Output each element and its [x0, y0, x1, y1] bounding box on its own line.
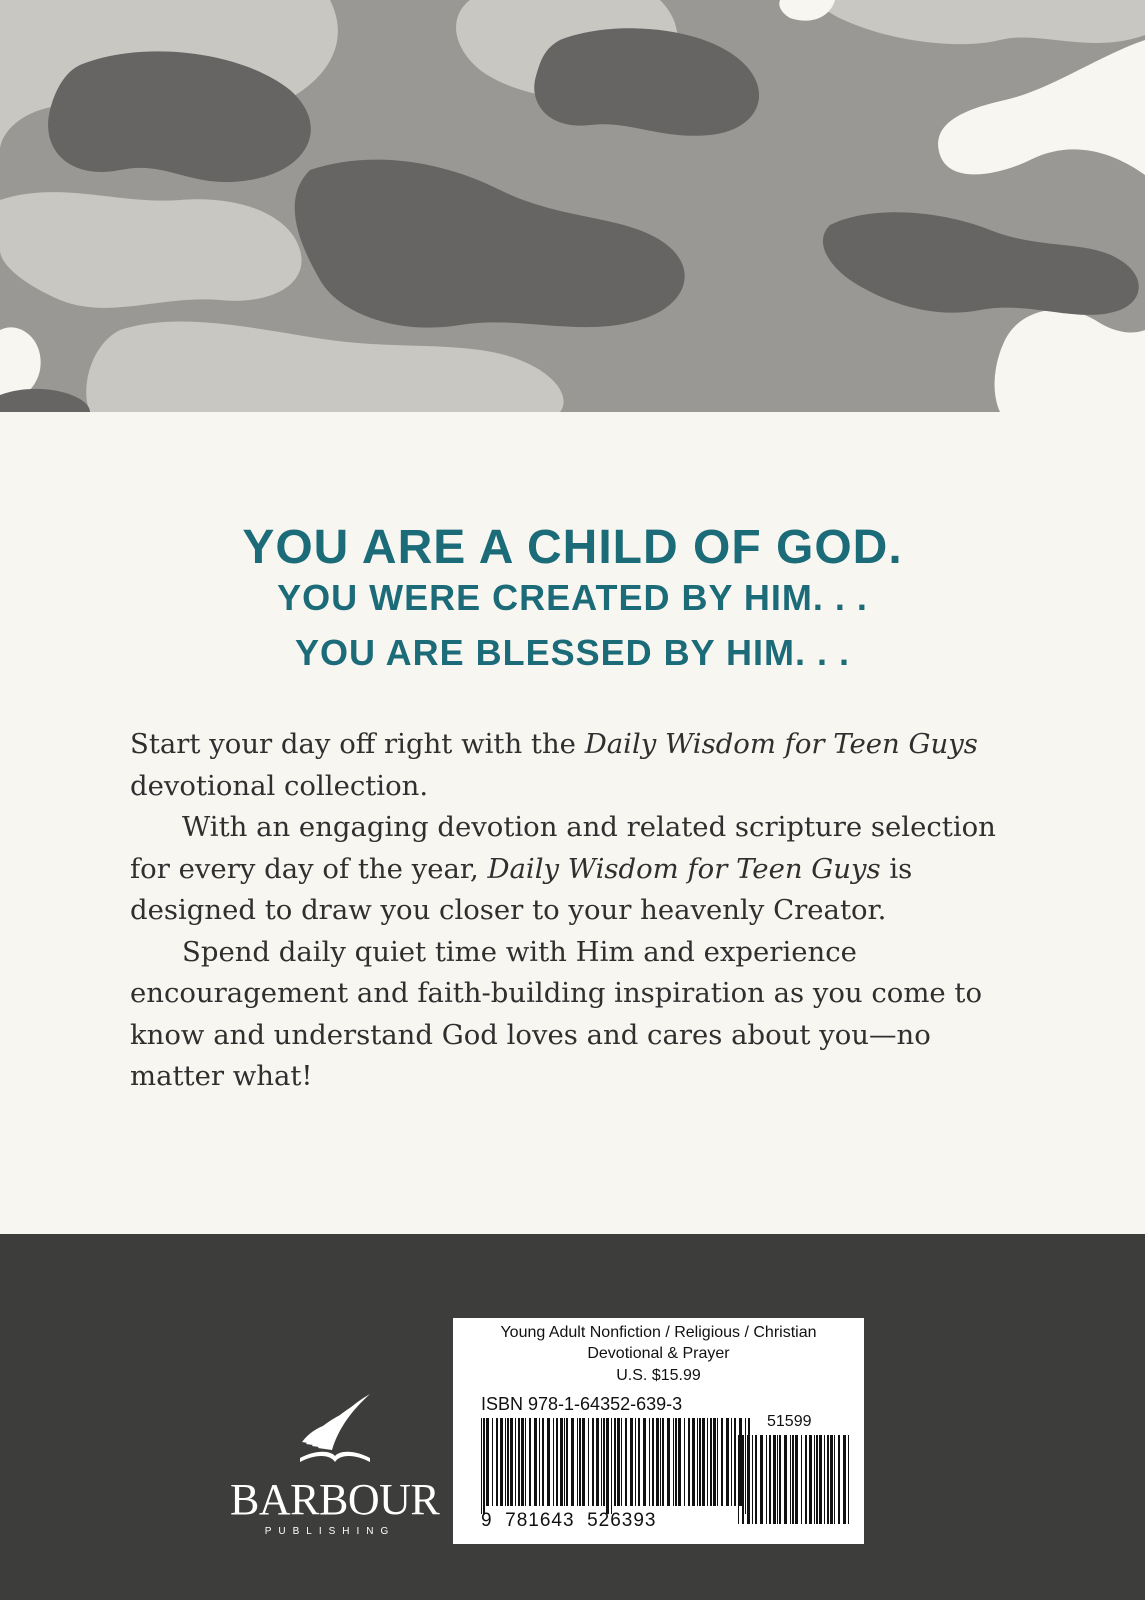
barcode-bar — [553, 1418, 554, 1506]
barcode-bar — [760, 1435, 763, 1524]
barcode-bar — [848, 1435, 849, 1524]
barcode-bar — [747, 1435, 750, 1524]
headline-line-1: YOU ARE A CHILD OF GOD. — [242, 521, 903, 574]
description-paragraph-2 — [130, 807, 1000, 932]
barcode-bar — [684, 1418, 685, 1506]
camouflage-pattern-banner — [0, 0, 1145, 412]
barcode-bar — [688, 1418, 690, 1506]
barcode-bar — [507, 1418, 509, 1506]
barcode-bar — [662, 1418, 664, 1506]
barcode-bar — [710, 1418, 712, 1506]
barcode-bar — [614, 1418, 616, 1506]
barcode-bar — [784, 1435, 787, 1524]
barcode-bar — [814, 1435, 815, 1524]
book-title-italic: Daily Wisdom for Teen Guys — [487, 852, 881, 885]
publisher-subtitle: PUBLISHING — [264, 1526, 396, 1537]
barcode-bar — [838, 1435, 840, 1524]
barcode-bar — [675, 1418, 677, 1506]
barcode-bar — [601, 1418, 602, 1506]
barcode-bar — [518, 1418, 520, 1506]
barcode-bar — [790, 1435, 791, 1524]
barcode-bar — [809, 1435, 812, 1524]
barcode-bar — [766, 1435, 767, 1524]
barcode-bar — [734, 1418, 736, 1506]
barcode-bar — [571, 1418, 574, 1506]
barcode-bar — [805, 1435, 807, 1524]
barcode-bar — [611, 1418, 612, 1514]
barcode-bar — [656, 1418, 659, 1506]
barcode-bar — [582, 1418, 585, 1506]
price-addon-barcode — [738, 1435, 851, 1532]
barcode-bar — [649, 1418, 650, 1506]
barcode-bar — [630, 1418, 633, 1506]
barcode-bar — [539, 1418, 540, 1506]
barcode-bar — [505, 1418, 506, 1506]
barcode-bar — [596, 1418, 599, 1506]
barcode-bar — [564, 1418, 565, 1506]
barcode-bar — [492, 1418, 493, 1506]
barcode-label — [453, 1318, 864, 1544]
ean-barcode — [481, 1418, 751, 1514]
barcode-bar — [777, 1435, 778, 1524]
barcode-bar — [738, 1435, 739, 1524]
barcode-bar — [500, 1418, 503, 1506]
barcode-bar — [579, 1418, 581, 1506]
barcode-bar — [577, 1418, 578, 1506]
headline-line-3: YOU ARE BLESSED BY HIM. . . — [294, 632, 851, 673]
back-cover-text-panel — [0, 412, 1145, 1234]
barcode-bar — [673, 1418, 674, 1506]
barcode-bar — [692, 1418, 695, 1506]
barcode-bar — [603, 1418, 605, 1506]
barcode-bar — [560, 1418, 563, 1506]
barcode-bar — [801, 1435, 802, 1524]
barcode-bar — [830, 1435, 833, 1524]
barcode-bar — [678, 1418, 681, 1506]
description-text: With an engaging devotion and related scripture selection for every day of the year, — [130, 811, 996, 885]
barcode-bar — [652, 1418, 654, 1506]
barcode-bar — [755, 1435, 757, 1524]
barcode-bar — [721, 1418, 723, 1506]
barcode-bar — [592, 1418, 594, 1506]
barcode-bar — [529, 1418, 531, 1506]
barcode-bar — [769, 1435, 771, 1524]
barcode-bar — [742, 1435, 744, 1524]
price-addon-digits: 51599 — [767, 1413, 812, 1430]
barcode-bar — [752, 1435, 753, 1524]
category-line-2: Devotional & Prayer — [587, 1345, 730, 1362]
barcode-bar — [638, 1418, 640, 1506]
barcode-bar — [542, 1418, 544, 1506]
barcode-bar — [702, 1418, 705, 1506]
barcode-bar — [843, 1435, 846, 1524]
barcode-bar — [556, 1418, 558, 1506]
barcode-bar — [588, 1418, 589, 1506]
barcode-bar — [667, 1418, 670, 1506]
barcode-bar — [717, 1418, 718, 1506]
barcode-bar — [824, 1435, 825, 1524]
barcode-bar — [834, 1435, 835, 1524]
barcode-bar — [525, 1418, 526, 1506]
category-line-1: Young Adult Nonfiction / Religious / Christian — [500, 1324, 817, 1341]
barcode-bar — [779, 1435, 781, 1524]
barcode-bar — [617, 1418, 620, 1506]
headline-line-2: YOU WERE CREATED BY HIM. . . — [277, 577, 868, 618]
barcode-bar — [643, 1418, 646, 1506]
camo-light-patch-mid-left — [0, 192, 302, 308]
barcode-bar — [606, 1418, 609, 1514]
barcode-bar — [515, 1418, 516, 1506]
barcode-bar — [496, 1418, 498, 1506]
book-description — [130, 724, 1000, 1098]
barcode-bar — [635, 1418, 636, 1506]
barcode-bar — [621, 1418, 622, 1506]
barcode-bar — [699, 1418, 701, 1506]
barcode-bar — [697, 1418, 698, 1506]
description-paragraph-3: Spend daily quiet time with Him and experience encouragement and faith-building inspiration as you come to know and understand God loves and cares about you—no matter what! — [130, 935, 983, 1092]
barcode-bar — [547, 1418, 550, 1506]
barcode-bar — [521, 1418, 524, 1506]
description-text: is designed to draw you closer to your heavenly Creator. — [130, 852, 913, 926]
barcode-bar — [713, 1418, 716, 1506]
description-paragraph-1 — [130, 724, 1000, 807]
publisher-logo — [230, 1388, 440, 1538]
barcode-bar — [827, 1435, 829, 1524]
ean-digits: 9 781643 526393 — [481, 1510, 657, 1531]
barcode-bar — [731, 1418, 732, 1506]
barcode-bar — [795, 1435, 798, 1524]
barcode-bar — [481, 1418, 482, 1514]
book-title-italic: Daily Wisdom for Teen Guys — [584, 728, 978, 760]
barcode-bar — [819, 1435, 822, 1524]
barcode-bar — [534, 1418, 537, 1506]
barcode-bar — [660, 1418, 661, 1506]
description-text: Start your day off right with the — [130, 728, 585, 760]
barcode-bar — [510, 1418, 513, 1506]
barcode-bar — [816, 1435, 818, 1524]
barcode-bar — [792, 1435, 794, 1524]
barcode-bar — [625, 1418, 627, 1506]
barcode-bar — [483, 1418, 485, 1514]
barcode-bar — [486, 1418, 489, 1506]
barcode-bar — [707, 1418, 708, 1506]
isbn: ISBN 978-1-64352-639-3 — [481, 1394, 683, 1414]
barcode-bar — [566, 1418, 568, 1506]
description-text: devotional collection. — [130, 769, 429, 802]
price: U.S. $15.99 — [616, 1367, 701, 1384]
barcode-bar — [726, 1418, 729, 1506]
publisher-name: BARBOUR — [230, 1475, 440, 1524]
barcode-bar — [773, 1435, 776, 1524]
open-book-icon — [290, 1388, 380, 1468]
